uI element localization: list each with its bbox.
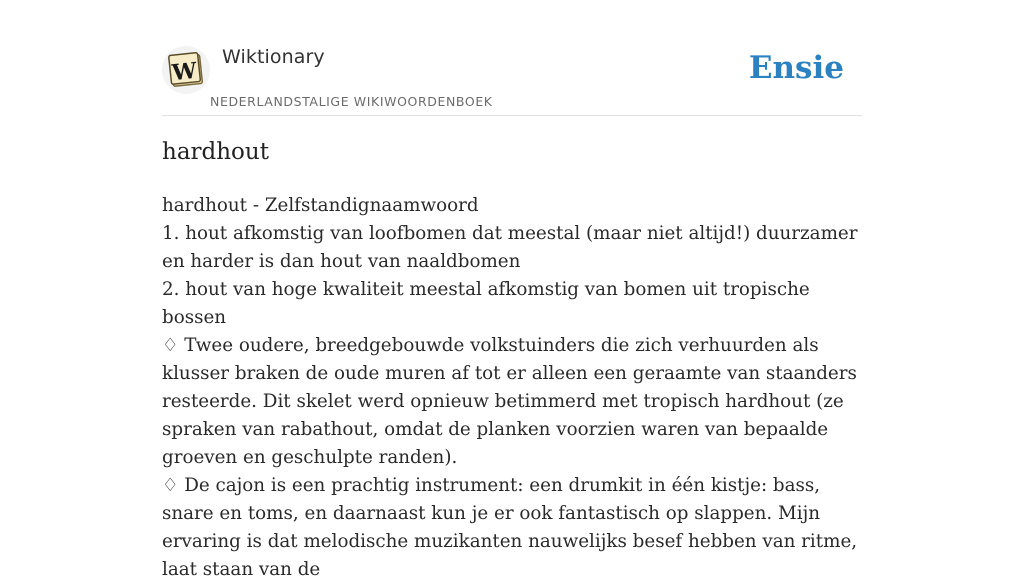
word-class-line: hardhout - Zelfstandignaamwoord — [162, 195, 479, 216]
wiktionary-logo-graphic — [162, 46, 210, 94]
wiktionary-logo-icon[interactable] — [162, 46, 210, 94]
site-header — [162, 40, 862, 116]
definition-item: 1. hout afkomstig van loofbomen dat meestal (maar niet altijd!) duurzamer en harder is dan hout van naaldbomen — [162, 223, 858, 272]
term-title: hardhout — [162, 139, 269, 165]
definition-item: 2. hout van hoge kwaliteit meestal afkomstig van bomen uit tropische bossen — [162, 279, 810, 328]
logo-letter: W — [170, 57, 199, 87]
example-item: ♢ De cajon is een prachtig instrument: een drumkit in één kistje: bass, snare en toms, en daarnaast kun je er ook fantastisch op slappen. Mijn ervaring is dat melodische muzikanten nauwelijks besef hebben van ritme, laat staan van de — [162, 475, 858, 580]
example-item: ♢ Twee oudere, breedgebouwde volkstuinders die zich verhuurden als klusser braken de oude muren af tot er alleen een geraamte van staanders resteerde. Dit skelet werd opnieuw betimmerd met tropisch hardhout (ze spraken van rabathout, omdat de planken voorzien waren van bepaalde groeven en geschulpte randen). — [162, 335, 857, 468]
ensie-brand-link[interactable]: Ensie — [748, 50, 844, 86]
site-subtitle: NEDERLANDSTALIGE WIKIWOORDENBOEK — [210, 94, 493, 109]
entry-content — [162, 192, 862, 584]
site-title[interactable]: Wiktionary — [222, 46, 325, 68]
